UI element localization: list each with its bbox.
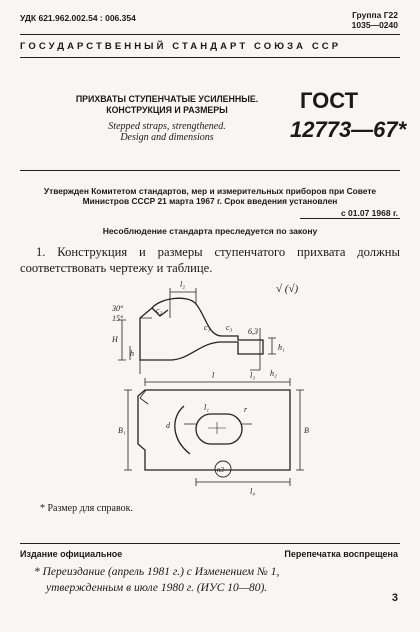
dim-h: h bbox=[130, 349, 134, 358]
gost-label: ГОСТ bbox=[300, 88, 359, 113]
footnote-reference: * Размер для справок. bbox=[40, 503, 133, 514]
dim-h2: h₂ bbox=[270, 369, 277, 378]
dim-l1: l₁ bbox=[204, 403, 210, 412]
title-ru-line1: ПРИХВАТЫ СТУПЕНЧАТЫЕ УСИЛЕННЫЕ. bbox=[75, 94, 259, 104]
title-en-line1: Stepped straps, strengthened. bbox=[108, 121, 226, 132]
dim-c3: c₃ bbox=[226, 323, 233, 332]
dim-l2: l₂ bbox=[180, 280, 186, 289]
dim-c1: c₁ bbox=[204, 323, 211, 332]
reissue-line1: * Переиздание (апрель 1981 г.) с Изменением № 1, bbox=[34, 566, 280, 578]
dim-15deg: 15° bbox=[112, 314, 124, 323]
dim-l: l bbox=[212, 371, 215, 380]
slot-contour bbox=[196, 414, 242, 444]
group-number: 1035—0240 bbox=[351, 20, 398, 30]
front-view-contour bbox=[138, 390, 290, 470]
strap-drawing bbox=[100, 278, 350, 500]
dim-h1: h₁ bbox=[278, 343, 285, 352]
roughness-mark: √ (√) bbox=[276, 283, 299, 295]
approval-statement bbox=[20, 186, 400, 206]
title-russian bbox=[72, 94, 262, 116]
title-english bbox=[72, 121, 262, 143]
reissue-line2: утвержденным в июле 1980 г. (ИУС 10—80). bbox=[46, 582, 268, 594]
dim-B: B bbox=[304, 426, 309, 435]
reprint-prohibited: Перепечатка воспрещена bbox=[284, 549, 398, 559]
dim-c2: c₂ bbox=[156, 306, 163, 315]
footer-rule bbox=[20, 543, 400, 544]
reissue-note bbox=[34, 564, 394, 596]
approval-line2: Министров СССР 21 марта 1967 г. Срок введения установлен bbox=[82, 196, 338, 206]
group-line: Группа Г22 bbox=[352, 10, 398, 20]
dim-l4: l₄ bbox=[250, 487, 256, 496]
title-en-line2: Design and dimensions bbox=[120, 132, 214, 143]
title-ru-line2: КОНСТРУКЦИЯ И РАЗМЕРЫ bbox=[106, 105, 228, 115]
date-rule bbox=[300, 218, 400, 219]
non-observance-note: Несоблюдение стандарта преследуется по закону bbox=[102, 226, 318, 236]
dim-l3: l₃ bbox=[250, 371, 256, 380]
gost-number: 12773—67* bbox=[290, 117, 407, 142]
dim-H: H bbox=[112, 335, 118, 344]
page-number: 3 bbox=[391, 592, 398, 604]
dim-B1: B₁ bbox=[118, 426, 126, 435]
dim-six-three: 6,3 bbox=[248, 327, 258, 336]
approval-line1: Утвержден Комитетом стандартов, мер и измерительных приборов при Совете bbox=[43, 186, 377, 196]
dim-n3: n3 bbox=[217, 466, 224, 474]
heading-rule bbox=[20, 57, 400, 58]
effective-date: с 01.07 1968 г. bbox=[340, 208, 398, 218]
top-rule bbox=[20, 34, 400, 35]
standard-heading: ГОСУДАРСТВЕННЫЙ СТАНДАРТ СОЮЗА ССР bbox=[20, 41, 342, 52]
official-edition: Издание официальное bbox=[20, 549, 123, 559]
dim-r: r bbox=[244, 405, 248, 414]
dim-30deg: 30° bbox=[112, 304, 124, 313]
step-arc bbox=[175, 406, 190, 454]
udk-code: УДК 621.962.002.54 : 006.354 bbox=[20, 13, 136, 23]
group-code bbox=[352, 10, 398, 30]
title-rule bbox=[20, 170, 400, 171]
dim-d: d bbox=[166, 421, 170, 430]
paragraph-1: 1. Конструкция и размеры ступенчатого прихвата должны соответствовать чертежу и таблице. bbox=[20, 245, 400, 275]
